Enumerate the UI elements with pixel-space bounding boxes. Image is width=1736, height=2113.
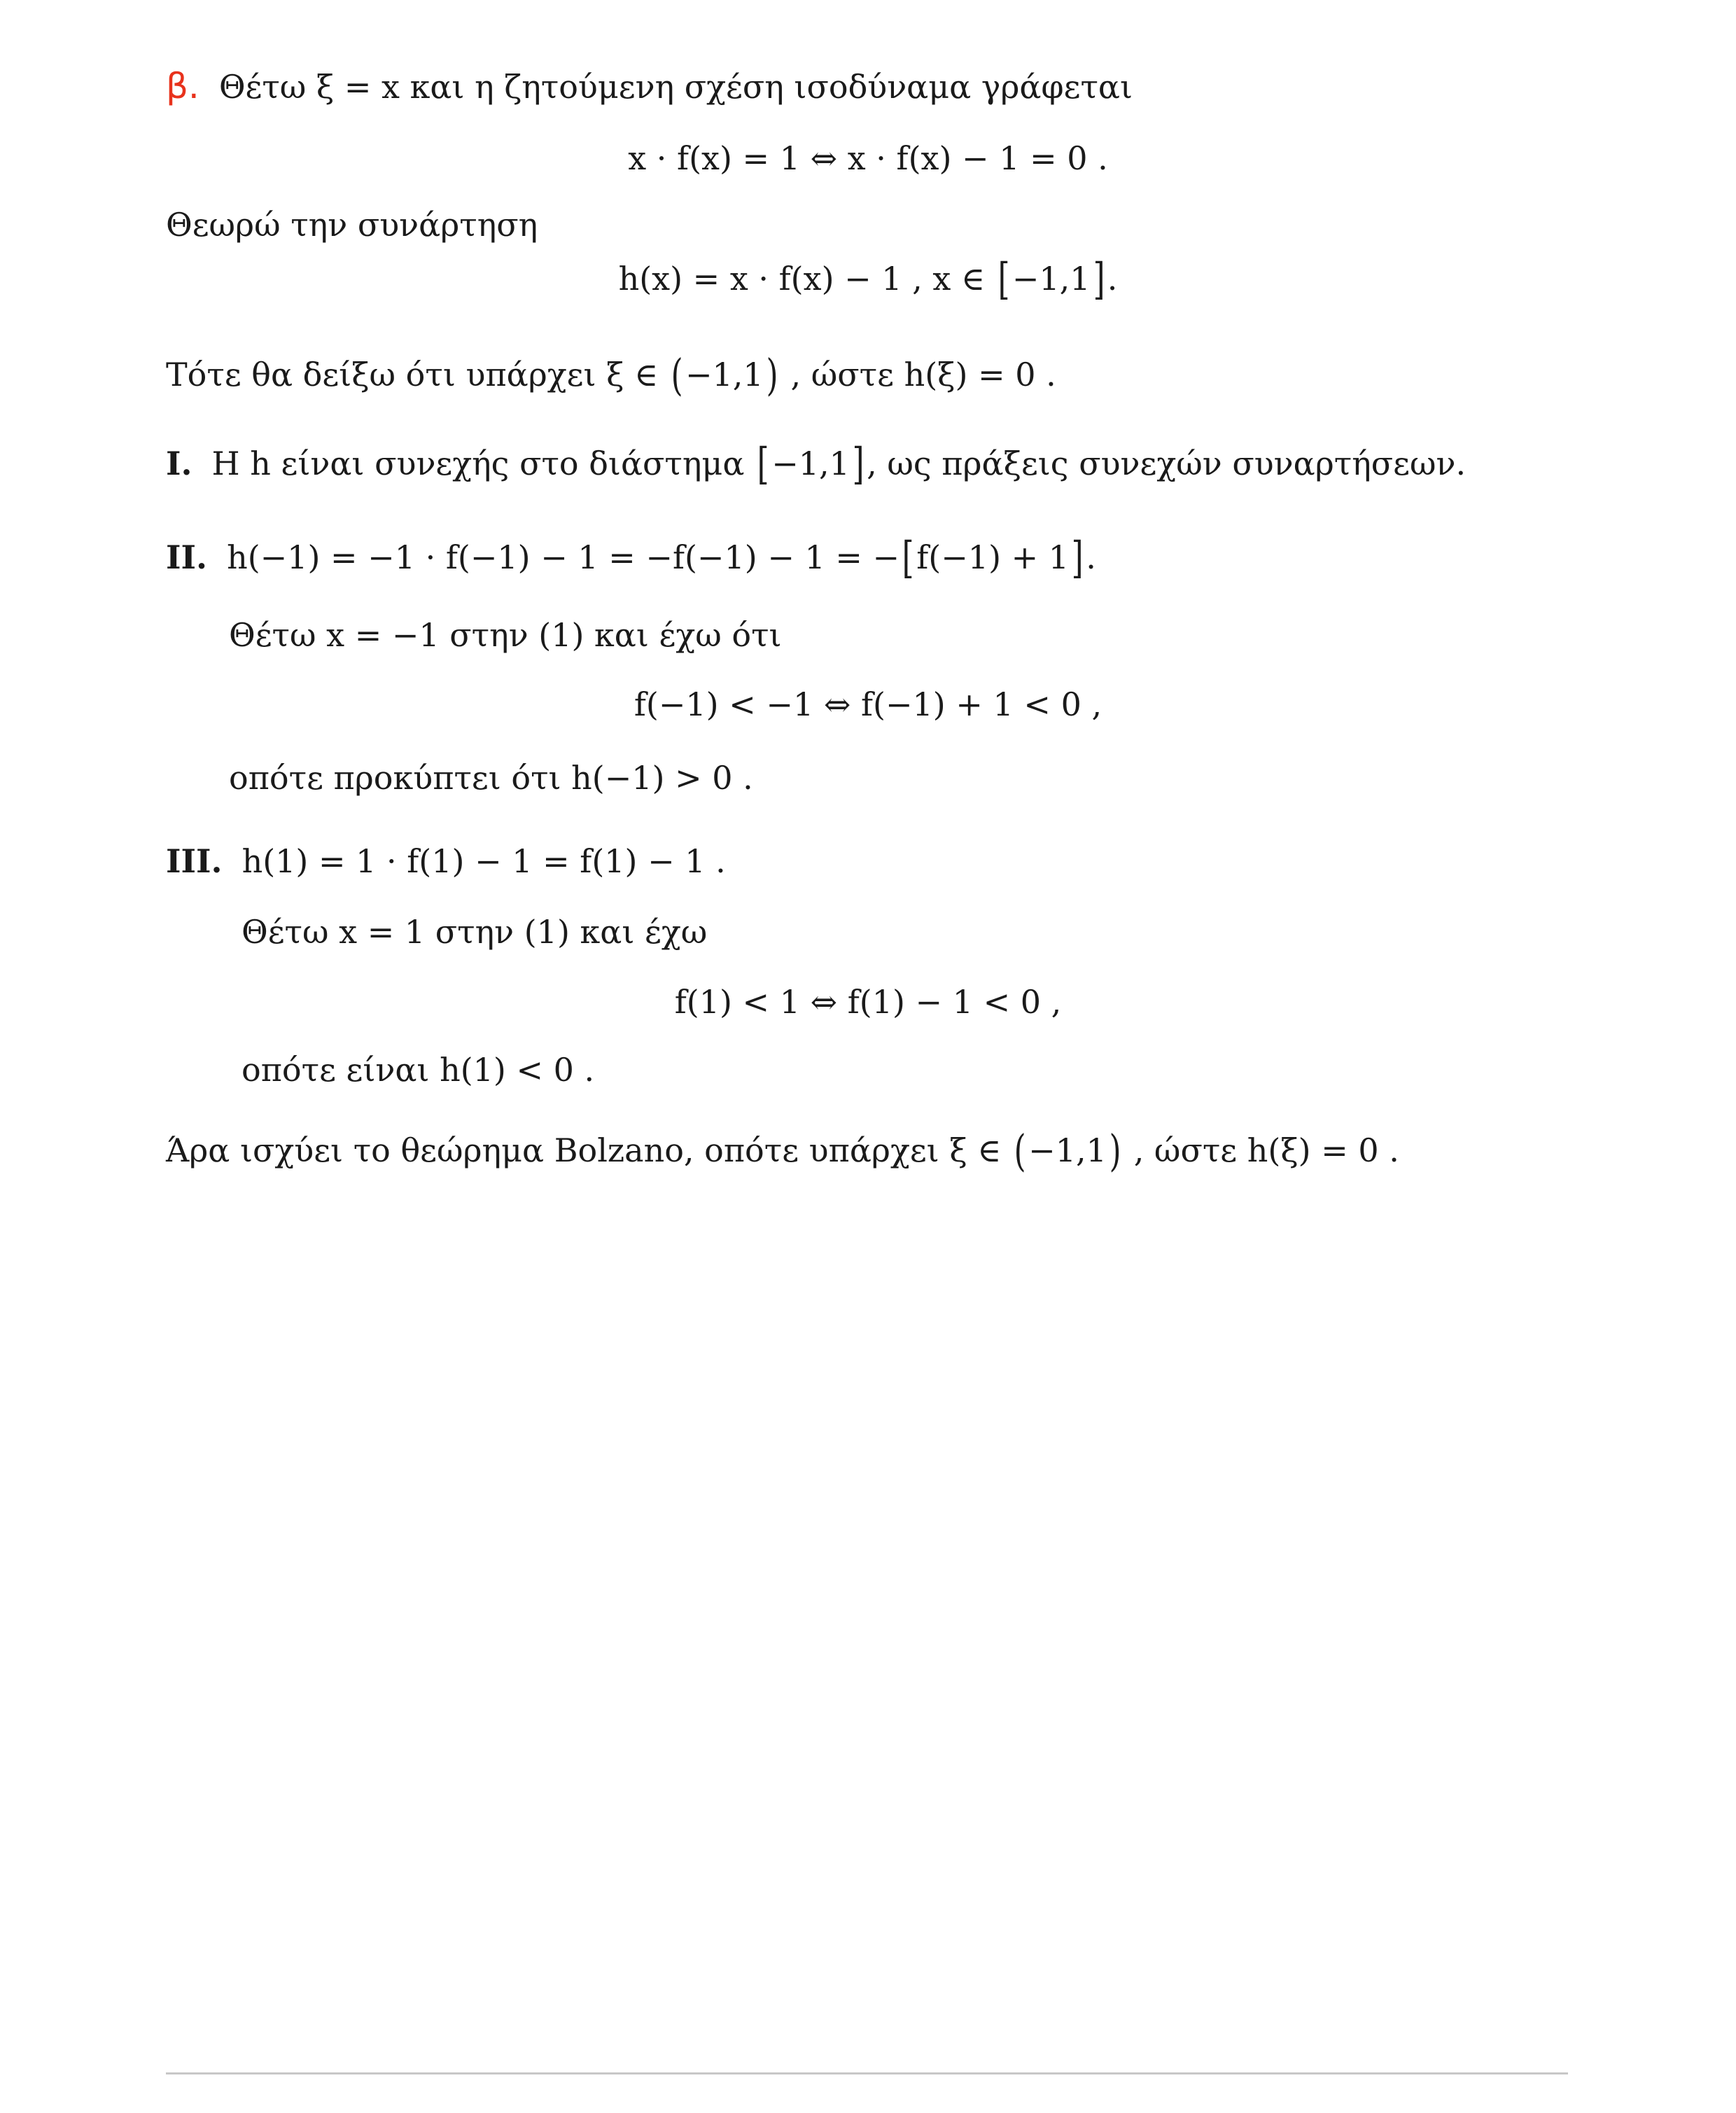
consider-text: Θεωρώ την συνάρτηση	[166, 206, 538, 244]
goal-text-after: , ώστε h(ξ) = 0 .	[790, 356, 1056, 393]
step-I-text-before: H h είναι συνεχής στο διάστημα	[211, 445, 745, 482]
step-II-line	[166, 532, 1096, 583]
step-II-equation-left: h(−1) = −1 · f(−1) − 1 = −f(−1) − 1 = −	[227, 538, 900, 576]
h-definition-end: .	[1107, 260, 1118, 298]
step-III-equation: h(1) = 1 · f(1) − 1 = f(1) − 1 .	[241, 842, 726, 880]
h-definition-left: h(x) = x · f(x) − 1 , x ∈	[618, 260, 986, 298]
step-III-conclusion: οπότε είναι h(1) < 0 .	[241, 1051, 595, 1089]
section-label-beta: β.	[166, 66, 200, 106]
beta-text: Θέτω ξ = x και η ζητούμενη σχέση ισοδύναμα γράφεται	[218, 68, 1133, 106]
final-interval: −1,1	[1028, 1131, 1107, 1169]
h-definition-equation	[0, 253, 1736, 305]
right-paren-icon: )	[1109, 1125, 1121, 1176]
step-I-line	[166, 438, 1466, 489]
step-II-bracket: f(−1) + 1	[916, 538, 1070, 576]
step-II-equation-end: .	[1086, 538, 1096, 576]
goal-line	[166, 349, 1056, 400]
step-II-label: II.	[166, 538, 208, 576]
left-bracket-icon: [	[997, 253, 1010, 305]
final-line	[166, 1125, 1399, 1176]
step-I-interval: −1,1	[771, 445, 850, 482]
right-bracket-icon: ]	[852, 438, 864, 489]
step-III-inequality: f(1) < 1 ⇔ f(1) − 1 < 0 ,	[674, 983, 1062, 1021]
right-paren-icon: )	[766, 349, 778, 400]
final-text-after: , ώστε h(ξ) = 0 .	[1133, 1131, 1399, 1169]
step-III-label: III.	[166, 842, 223, 880]
h-definition-interval: −1,1	[1011, 260, 1091, 298]
beta-equation: x · f(x) = 1 ⇔ x · f(x) − 1 = 0 .	[628, 139, 1108, 177]
step-III-line	[166, 842, 726, 880]
left-paren-icon: (	[671, 349, 683, 400]
left-bracket-icon: [	[757, 438, 769, 489]
right-bracket-icon: ]	[1093, 253, 1105, 305]
beta-line	[166, 66, 1133, 106]
left-paren-icon: (	[1014, 1125, 1026, 1176]
goal-interval: −1,1	[685, 356, 764, 393]
final-text-before: Άρα ισχύει το θεώρημα Bolzano, οπότε υπάρχει ξ ∈	[166, 1131, 1002, 1169]
step-I-text-after: , ως πράξεις συνεχών συναρτήσεων.	[867, 445, 1466, 482]
goal-text-before: Τότε θα δείξω ότι υπάρχει ξ ∈	[166, 356, 659, 393]
step-II-conclusion: οπότε προκύπτει ότι h(−1) > 0 .	[229, 759, 753, 797]
step-II-set-text: Θέτω x = −1 στην (1) και έχω ότι	[229, 616, 782, 654]
step-I-label: I.	[166, 445, 192, 482]
left-bracket-icon: [	[902, 532, 914, 583]
step-II-inequality: f(−1) < −1 ⇔ f(−1) + 1 < 0 ,	[634, 685, 1102, 723]
step-III-set-text: Θέτω x = 1 στην (1) και έχω	[241, 913, 708, 951]
footer-divider	[166, 2072, 1568, 2074]
right-bracket-icon: ]	[1071, 532, 1084, 583]
